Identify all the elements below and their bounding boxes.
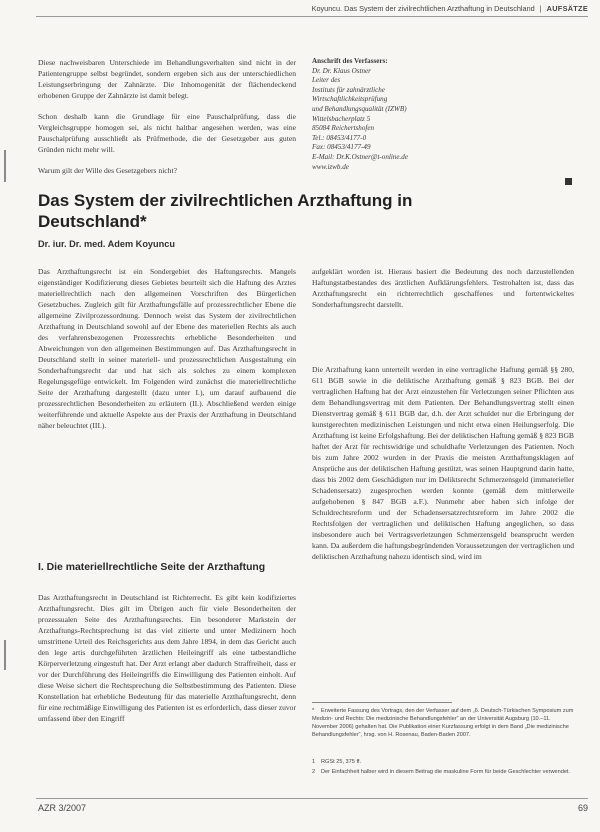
address-line: Tel.: 08453/4177-0 (312, 133, 367, 142)
address-line: E-Mail: Dr.K.Ostner@t-online.de (312, 152, 408, 161)
binder-mark-bottom (4, 640, 6, 670)
end-of-article-square (565, 178, 572, 185)
footnote-rule (312, 702, 452, 703)
footnote-text: Der Einfachheit halber wird in diesem Beitrag die maskuline Form für beide Geschlechter verwendet. (321, 769, 571, 775)
running-head-title: Das System der zivilrechtlichen Arzthaftung in Deutschland (344, 4, 535, 13)
address-line: Dr. Dr. Klaus Ostner (312, 66, 371, 75)
address-line: 85084 Reichertshofen (312, 124, 375, 133)
address-line: Wirtschaftlichkeitsprüfung (312, 95, 388, 104)
footnote-mark: 1 (312, 759, 316, 765)
prev-article-paragraph-1: Diese nachweisbaren Unterschiede im Behandlungsverhalten sind nicht in der Patientengruppe selbst begründet, sondern ergeben sich aus der unterschiedlichen Leistungserbringung der Zahnärzte. Die Inhomogenität der flächendeckend erhobenen Gruppe der Zahnärzte ist damit belegt. (38, 58, 296, 100)
footnote (312, 758, 574, 767)
address-line: Wittelsbacherplatz 5 (312, 114, 371, 123)
address-line: Leiter des (312, 76, 341, 85)
section-heading: I. Die materiellrechtliche Seite der Arzthaftung (38, 562, 266, 573)
author-address (312, 57, 512, 179)
address-line: Instituts für zahnärztliche (312, 85, 385, 94)
binder-mark-top (4, 150, 6, 182)
footnote-text: RGSt 25, 375 ff. (321, 759, 362, 765)
running-head-separator: | (539, 4, 542, 13)
footnote-text: Erweiterte Fassung des Vortrags, den der Verfasser auf dem „6. Deutsch-Türkischen Symposium zum Medizin- und Rechts: Die medizinische Behandlungsfehler“ an der Universität Augsburg (10.–11. November 2006) gehalten hat. Die Publikation einer Kurzfassung erfolgt in dem Band „Die medizinische Behandlungsfehler“, hrsg. von H. Rosenau, Baden-Baden 2007. (312, 708, 574, 738)
address-label: Anschrift des Verfassers: (312, 57, 388, 65)
address-line: www.izwb.de (312, 162, 349, 171)
running-head-author: Koyuncu (311, 4, 341, 13)
footnote-mark: 2 (312, 769, 316, 775)
article-author: Dr. iur. Dr. med. Adem Koyuncu (38, 239, 175, 249)
running-head-section: AUFSÄTZE (546, 4, 588, 13)
journal-issue: AZR 3/2007 (38, 803, 87, 813)
article-intro: Das Arzthaftungsrecht ist ein Sondergebiet des Haftungsrechts. Mangels eigenständiger Kodifizierung dieses Gebietes beurteilt sich die Haftung des Arztes materiellrechtlich nach den allgemeinen Vorschriften des Bürgerlichen Gesetzbuches. Zugleich gilt für Arzthaftungsfälle auf prozessrechtlicher Ebene die allgemeine Zivilprozessordnung. Dennoch weist das System der zivilrechtlichen Arzthaftung in Deutschland sowohl auf der Ebene des materiellen Rechts als auch des verfahrensbezogenen Prozessrechts erhebliche Besonderheiten und Abweichungen von den allgemeinen Bestimmungen auf. Das Arzthaftungsrecht in Deutschland stellt in seiner materiell- und prozessrechtlichen Ausgestaltung ein Sonderhaftungsrecht dar und hat sich als solches zu einem komplexen Regelungsgefüge entwickelt. Im Folgenden wird zunächst die materiellrechtliche Seite der Arzthaftung dargestellt (dazu unter I.), um darauf aufbauend die prozessrechtlichen Besonderheiten zu erläutern (II.). Abschließend werden einige weiterführende und aktuelle Aspekte aus der Praxis der Arzthaftung in Deutschland näher beleuchtet (III.). (38, 267, 296, 430)
running-head: Koyuncu. Das System der zivilrechtlichen Arzthaftung in Deutschland | AUFSÄTZE (311, 4, 588, 13)
address-line: und Behandlungsqualität (IZWB) (312, 104, 407, 113)
prev-article-paragraph-3: Warum gilt der Wille des Gesetzgebers nicht? (38, 166, 177, 175)
body-right-paragraph-1: aufgeklärt worden ist. Hieraus basiert die Bedeutung des noch darzustellenden Haftungstatbestandes des ärztlichen Aufklärungsfehlers. Testrohalten ist, dass das Arzthaftungsrecht ein richterrechtlich geschaffenes und fortentwickeltes Sonderhaftungsrecht darstellt. (312, 267, 574, 309)
header-rule (36, 16, 588, 17)
footnote-mark: * (312, 708, 315, 714)
body-right-paragraph-2: Die Arzthaftung kann unterteilt werden in eine vertragliche Haftung gemäß §§ 280, 611 BGB sowie in die deliktische Arzthaftung gemäß § 823 BGB. Bei der vertraglichen Haftung hat der Arzt einzustehen für Verletzungen seiner Pflichten aus dem Behandlungsvertrag mit dem Patienten. Der Behandlungsvertrag stellt einen Dienstvertrag gemäß § 611 BGB dar, d.h. der Arzt schuldet nur die Erbringung der kunstgerechten medizinischen Leistungen und nicht etwa einen Heilungserfolg. Die Arzthaftung ist keine Erfolgshaftung. Bei der deliktischen Haftung gemäß § 823 BGB haftet der Arzt für rechtswidrige und schuldhafte Verletzungen des Patienten. Noch bis zum Jahre 2002 wurden in der Praxis die meisten Arzthaftungsklagen auf Ansprüche aus der deliktischen Haftung gestützt, was seinen Hauptgrund darin hatte, dass bis 2002 dem Geschädigten nur im Deliktsrecht Schmerzensgeld (immaterieller Schadensersatz) zugesprochen werden konnte (gemäß dem mittlerweile aufgehobenen § 847 BGB a.F.). Nunmehr aber haben sich infolge der Schuldrechtsreform und der Schadensersatzrechtsreform im Jahre 2002 die Rechtsfolgen der vertraglichen und deliktischen Haftung angeglichen, so dass insbesondere auch bei Vertragsverletzungen Schmerzensgeld beansprucht werden kann. Da außerdem die haftungsbegründenden Voraussetzungen der vertraglichen und deliktischen Arzthaftung nahezu identisch sind, wird im (312, 365, 574, 561)
prev-article-paragraph-2: Schon deshalb kann die Grundlage für eine Pauschalprüfung, dass die Vergleichsgruppe homogen sei, als nicht haltbar angesehen werden, was eine Pauschalprüfung ausschließt als Prüfmethode, die der Gesetzgeber aus guten Gründen nicht mehr will. (38, 112, 296, 154)
footnote (312, 768, 574, 785)
section-body-left: Das Arzthaftungsrecht in Deutschland ist Richterrecht. Es gibt kein kodifiziertes Arzthaftungsrecht. Dies gilt im Übrigen auch für viele Besonderheiten der prozessualen Seite des Arzthaftungsrechts. Ein besonderer Markstein der Arzthaftungs-Rechtsprechung ist das viel zitierte und unter Medizinern hoch umstrittene Urteil des Reichsgerichts aus dem Jahre 1894, in dem das Gericht auch den lege artis durchgeführten ärztlichen Heileingriff als eine tatbestandliche Körperverletzung eingestuft hat. Der Arzt erlangt aber dadurch Straffreiheit, dass er vor der Durchführung des Heileingriffs die Einwilligung des Patienten einholt. Auf diese Weise sichert die Rechtsprechung die Selbstbestimmung des Patienten. Diese Konstellation hat erhebliche Bedeutung für das materielle Arzthaftungsrecht, denn für eine rechtmäßige Einwilligung des Patienten ist es erforderlich, dass dieser zuvor umfassend über den Eingriff (38, 593, 296, 723)
page-number: 69 (577, 803, 588, 813)
article-title: Das System der zivilrechtlichen Arzthaftung in Deutschland* (38, 191, 413, 231)
address-line: Fax: 08453/4177-49 (312, 143, 371, 152)
footer-rule (36, 798, 588, 799)
footnote (312, 707, 574, 755)
